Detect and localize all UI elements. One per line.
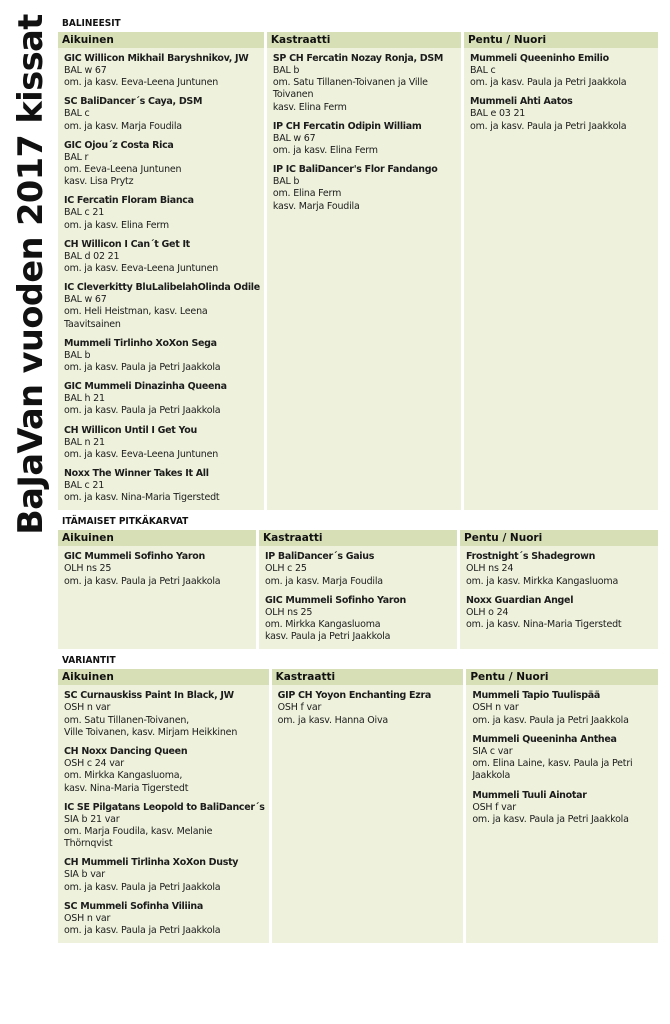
cat-detail-line: om. Mirkka Kangasluoma — [265, 619, 381, 631]
page-title-vertical — [6, 13, 54, 535]
cat-detail-line: kasv. Paula ja Petri Jaakkola — [265, 631, 391, 643]
cat-detail-line: Toivanen — [272, 89, 314, 101]
column-body — [58, 48, 264, 510]
column-body — [58, 685, 269, 943]
section-columns — [58, 530, 658, 649]
cat-name: SP CH Fercatin Nozay Ronja, DSM — [272, 53, 444, 64]
column-body — [464, 48, 658, 510]
category-column — [272, 669, 464, 943]
cat-name: Mummeli Tapio Tuulispää — [472, 690, 600, 702]
cat-detail-line: SIA b 21 var — [64, 813, 120, 825]
cat-name: IP CH Fercatin Odipin William — [272, 120, 422, 132]
cat-detail-line: om. ja kasv. Nina-Maria Tigerstedt — [466, 619, 622, 631]
cat-detail-line: om. Heli Heistman, kasv. Leena — [64, 306, 208, 318]
cat-detail-line: om. Satu Tillanen-Toivanen ja Ville — [272, 77, 428, 89]
column-body — [460, 546, 658, 649]
column-header: Aikuinen — [58, 530, 256, 546]
category-column — [466, 669, 658, 943]
cat-name: Mummeli Queeninho Emilio — [469, 53, 609, 64]
cat-detail-line: om. Elina Laine, kasv. Paula ja Petri — [472, 758, 633, 770]
cat-detail-line: OSH c 24 var — [64, 758, 124, 770]
cat-detail-line: BAL c 21 — [64, 207, 105, 219]
column-header: Pentu / Nuori — [466, 669, 658, 685]
cat-name: GIC Mummeli Sofinho Yaron — [265, 594, 406, 606]
cat-name: IC Cleverkitty BluLalibelahOlinda Odile — [64, 282, 260, 294]
cat-detail-line: om. Elina Ferm — [272, 188, 342, 200]
cat-detail-line: om. Satu Tillanen-Toivanen, — [64, 714, 190, 726]
cat-detail-line: BAL b — [64, 349, 91, 361]
cat-name: IC Fercatin Floram Bianca — [64, 195, 194, 207]
category-column — [267, 32, 461, 510]
column-body — [272, 685, 464, 943]
cat-detail-line: om. Mirkka Kangasluoma, — [64, 770, 183, 782]
cat-entry — [273, 164, 457, 213]
cat-name: IP BaliDancer´s Gaius — [265, 551, 375, 563]
cat-entry — [64, 195, 260, 231]
cat-detail-line: om. ja kasv. Paula ja Petri Jaakkola — [472, 714, 629, 726]
cat-name: Frostnight´s Shadegrown — [466, 551, 596, 563]
column-header: Kastraatti — [259, 530, 457, 546]
section-title: BALINEESIT — [62, 18, 121, 29]
column-header: Aikuinen — [58, 32, 264, 48]
cat-detail-line: om. ja kasv. Elina Ferm — [64, 219, 169, 231]
cat-detail-line: om. ja kasv. Paula ja Petri Jaakkola — [472, 813, 629, 825]
cat-detail-line: om. ja kasv. Marja Foudila — [265, 575, 383, 587]
category-column — [464, 32, 658, 510]
cat-detail-line: BAL e 03 21 — [469, 108, 526, 120]
cat-detail-line: kasv. Lisa Prytz — [64, 176, 134, 188]
cat-detail-line: om. ja kasv. Paula ja Petri Jaakkola — [469, 120, 627, 132]
cat-detail-line: kasv. Elina Ferm — [272, 101, 347, 113]
cat-entry — [64, 901, 265, 937]
category-column — [259, 530, 457, 649]
cat-detail-line: BAL c — [469, 65, 496, 76]
cat-detail-line: BAL w 67 — [64, 65, 107, 76]
category-column — [460, 530, 658, 649]
cat-detail-line: SIA b var — [64, 869, 105, 881]
cat-detail-line: BAL c — [64, 108, 90, 120]
cat-name: SC BaliDancer´s Caya, DSM — [64, 96, 203, 108]
category-column — [58, 32, 264, 510]
cat-detail-line: BAL d 02 21 — [64, 250, 120, 262]
cat-name: Mummeli Ahti Aatos — [469, 96, 573, 108]
column-header: Pentu / Nuori — [464, 32, 658, 48]
cat-entry — [273, 53, 457, 114]
cat-detail-line: OLH o 24 — [466, 606, 509, 618]
cat-detail-line: om. ja kasv. Paula ja Petri Jaakkola — [64, 881, 221, 893]
breed-section — [58, 653, 658, 943]
cat-entry — [64, 96, 260, 132]
category-column — [58, 669, 269, 943]
cat-detail-line: OSH f var — [472, 801, 516, 813]
cat-detail-line: BAL b — [272, 65, 300, 76]
cat-detail-line: om. ja kasv. Paula ja Petri Jaakkola — [64, 362, 221, 374]
column-body — [466, 685, 658, 943]
cat-entry — [64, 381, 260, 417]
cat-entry — [265, 551, 453, 587]
cat-detail-line: om. ja kasv. Nina-Maria Tigerstedt — [64, 492, 220, 504]
cat-entry — [64, 690, 265, 739]
cat-detail-line: kasv. Nina-Maria Tigerstedt — [64, 782, 189, 794]
cat-name: CH Willicon I Can´t Get It — [64, 238, 190, 250]
cat-detail-line: SIA c var — [472, 745, 513, 757]
page-title: BaJaVan vuoden 2017 kissat — [10, 13, 50, 535]
cat-name: IP IC BaliDancer's Flor Fandango — [272, 164, 438, 176]
column-header: Kastraatti — [272, 669, 464, 685]
cat-detail-line: BAL r — [64, 151, 89, 163]
cat-detail-line: BAL n 21 — [64, 436, 105, 448]
column-body — [267, 48, 461, 510]
cat-detail-line: Jaakkola — [472, 770, 511, 782]
cat-name: GIC Ojou´z Costa Rica — [64, 139, 174, 151]
cat-detail-line: kasv. Marja Foudila — [272, 200, 360, 212]
section-columns — [58, 32, 658, 510]
cat-entry — [265, 595, 453, 644]
cat-detail-line: OLH ns 24 — [466, 563, 514, 575]
cat-detail-line: om. ja kasv. Eeva-Leena Juntunen — [64, 263, 219, 275]
cat-detail-line: om. ja kasv. Paula ja Petri Jaakkola — [469, 77, 627, 89]
cat-entry — [466, 595, 654, 631]
cat-entry — [278, 690, 460, 726]
cat-entry — [64, 746, 265, 795]
cat-detail-line: Ville Toivanen, kasv. Mirjam Heikkinen — [64, 726, 238, 738]
cat-entry — [64, 53, 260, 89]
column-body — [259, 546, 457, 649]
cat-detail-line: om. Eeva-Leena Juntunen — [64, 164, 182, 176]
cat-entry — [64, 857, 265, 893]
cat-name: CH Mummeli Tirlinha XoXon Dusty — [64, 857, 239, 869]
cat-detail-line: BAL w 67 — [272, 132, 316, 144]
cat-name: GIC Willicon Mikhail Baryshnikov, JW — [64, 53, 249, 64]
cat-detail-line: BAL b — [272, 176, 300, 188]
cat-entry — [64, 140, 260, 189]
cat-entry — [64, 282, 260, 331]
cat-entry — [466, 551, 654, 587]
cat-detail-line: OLH ns 25 — [64, 563, 112, 575]
cat-name: Mummeli Tirlinho XoXon Sega — [64, 337, 217, 349]
cat-detail-line: Thörnqvist — [64, 838, 113, 850]
cat-entry — [64, 802, 265, 851]
cat-entry — [64, 338, 260, 374]
cat-detail-line: BAL h 21 — [64, 393, 105, 405]
cat-detail-line: OSH n var — [472, 702, 519, 714]
cat-entry — [470, 53, 654, 89]
cat-name: GIC Mummeli Dinazinha Queena — [64, 381, 227, 393]
cat-detail-line: BAL c 21 — [64, 480, 105, 492]
cat-entry — [472, 690, 654, 726]
cat-name: Mummeli Tuuli Ainotar — [472, 789, 587, 801]
cat-entry — [64, 551, 252, 587]
column-body — [58, 546, 256, 649]
cat-name: CH Willicon Until I Get You — [64, 424, 197, 436]
cat-detail-line: om. ja kasv. Marja Foudila — [64, 120, 182, 132]
cat-detail-line: om. ja kasv. Eeva-Leena Juntunen — [64, 77, 219, 89]
cat-detail-line: OSH n var — [64, 702, 111, 714]
cat-detail-line: om. ja kasv. Paula ja Petri Jaakkola — [64, 405, 221, 417]
cat-detail-line: om. ja kasv. Paula ja Petri Jaakkola — [64, 924, 221, 936]
cat-detail-line: om. ja kasv. Mirkka Kangasluoma — [466, 575, 619, 587]
section-columns — [58, 669, 658, 943]
cat-name: SC Curnauskiss Paint In Black, JW — [64, 690, 234, 702]
cat-entry — [273, 121, 457, 157]
cat-detail-line: OLH c 25 — [265, 563, 307, 575]
column-header: Pentu / Nuori — [460, 530, 658, 546]
cat-detail-line: Taavitsainen — [64, 318, 121, 330]
section-title: VARIANTIT — [62, 655, 116, 667]
cat-entry — [472, 734, 654, 783]
breed-section — [58, 16, 658, 510]
cat-name: IC SE Pilgatans Leopold to BaliDancer´s — [64, 801, 265, 813]
breed-section — [58, 514, 658, 649]
results-sections — [58, 16, 658, 947]
cat-detail-line: OSH f var — [277, 702, 322, 714]
cat-name: Noxx Guardian Angel — [466, 594, 574, 606]
cat-entry — [64, 468, 260, 504]
cat-entry — [64, 239, 260, 275]
column-header: Aikuinen — [58, 669, 269, 685]
category-column — [58, 530, 256, 649]
cat-name: GIP CH Yoyon Enchanting Ezra — [277, 690, 431, 702]
cat-name: Noxx The Winner Takes It All — [64, 468, 209, 480]
cat-detail-line: om. ja kasv. Elina Ferm — [272, 145, 378, 157]
cat-entry — [64, 425, 260, 461]
section-title: ITÄMAISET PITKÄKARVAT — [62, 516, 189, 528]
cat-detail-line: OLH ns 25 — [265, 606, 313, 618]
cat-detail-line: om. ja kasv. Hanna Oiva — [277, 714, 389, 726]
cat-detail-line: om. ja kasv. Eeva-Leena Juntunen — [64, 448, 219, 460]
cat-name: Mummeli Queeninha Anthea — [472, 733, 617, 745]
column-header: Kastraatti — [267, 32, 461, 48]
cat-detail-line: om. ja kasv. Paula ja Petri Jaakkola — [64, 575, 221, 587]
cat-name: CH Noxx Dancing Queen — [64, 746, 188, 758]
cat-detail-line: OSH n var — [64, 912, 111, 924]
cat-name: GIC Mummeli Sofinho Yaron — [64, 551, 205, 563]
cat-entry — [472, 790, 654, 826]
cat-detail-line: BAL w 67 — [64, 294, 107, 306]
cat-name: SC Mummeli Sofinha Viliina — [64, 900, 203, 912]
cat-detail-line: om. Marja Foudila, kasv. Melanie — [64, 825, 213, 837]
cat-entry — [470, 96, 654, 132]
